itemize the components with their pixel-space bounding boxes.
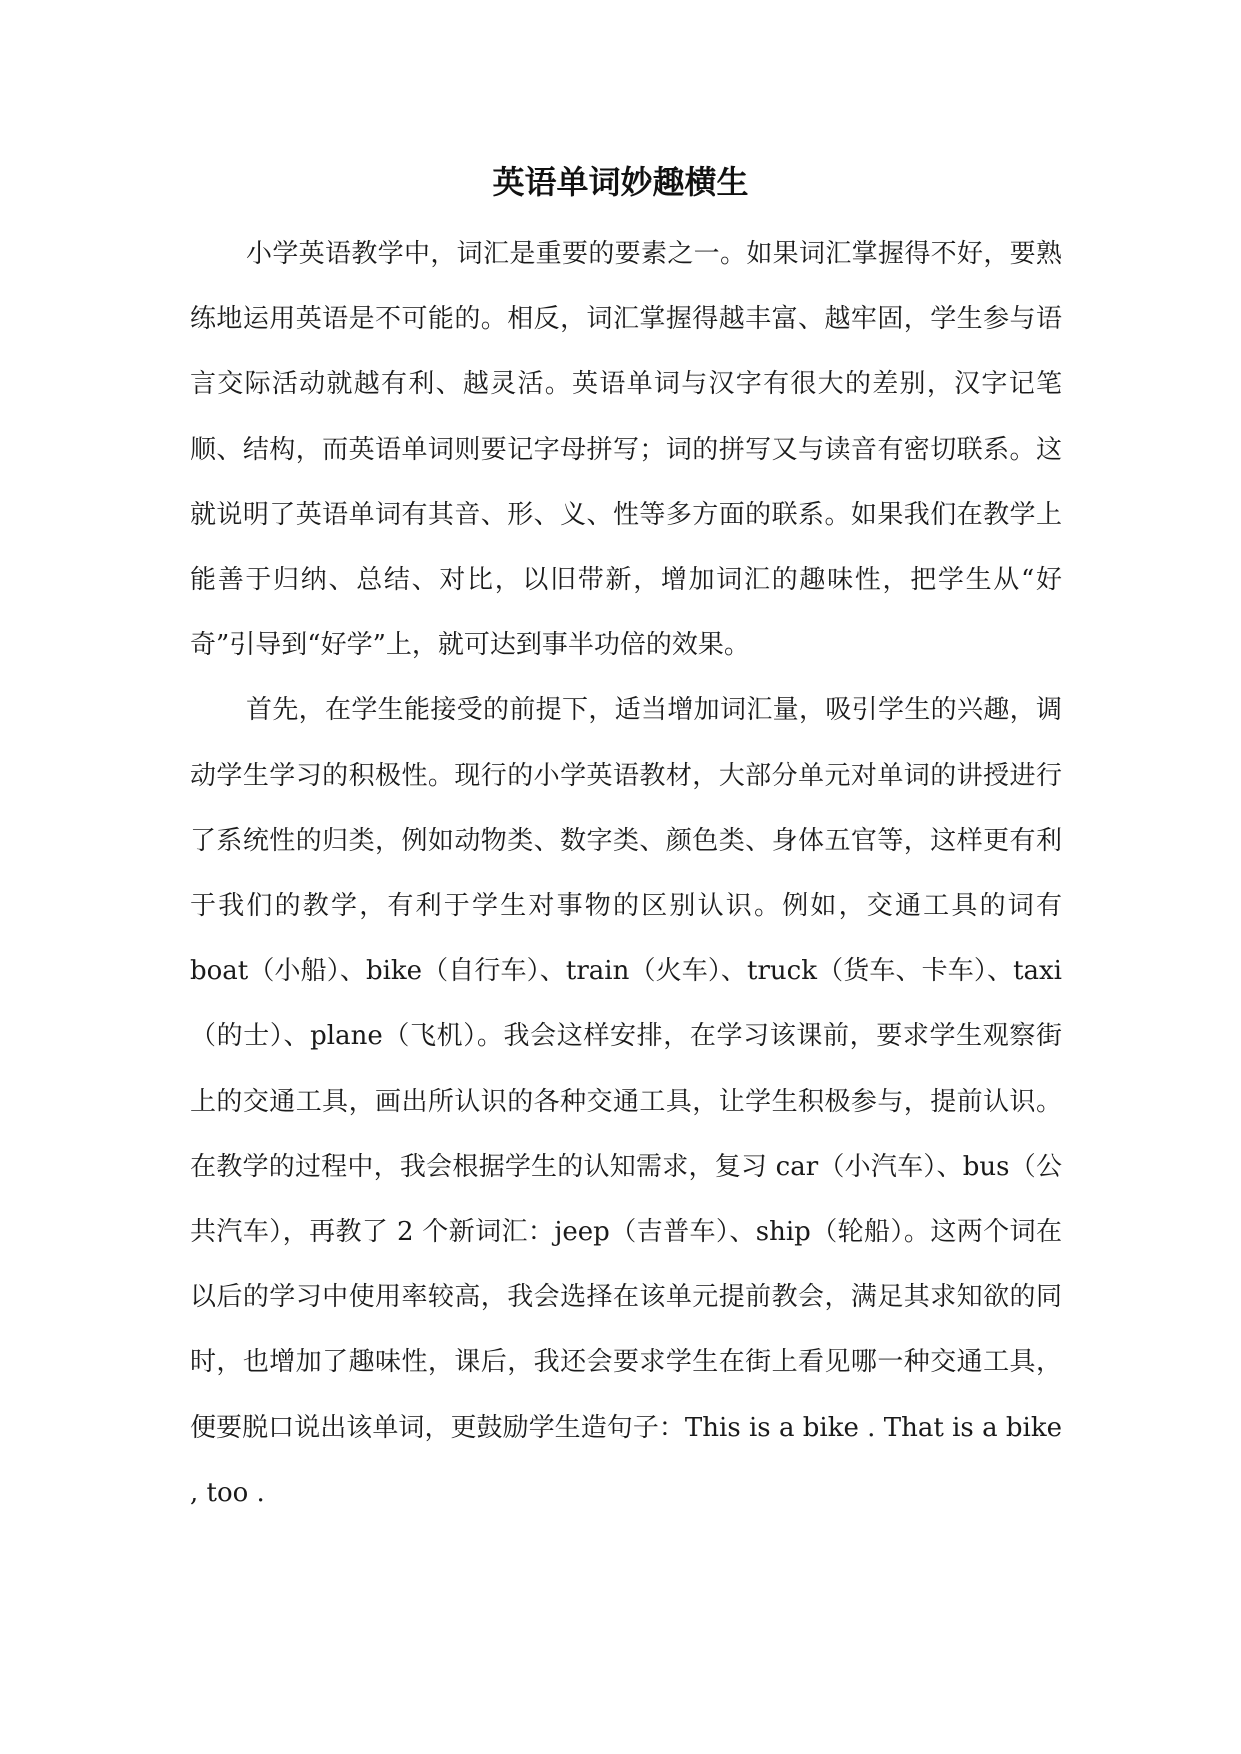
document-title: 英语单词妙趣横生 [492, 163, 749, 201]
paragraph-1: 小学英语教学中，词汇是重要的要素之一。如果词汇掌握得不好，要熟练地运用英语是不可能的。相反，词汇掌握得越丰富、越牢固，学生参与语言交际活动就越有利、越灵活。英语单词与汉字有很大的差别，汉字记笔顺、结构，而英语单词则要记字母拼写；词的拼写又与读音有密切联系。这就说明了英语单词有其音、形、义、性等多方面的联系。如果我们在教学上能善于归纳、总结、对比，以旧带新，增加词汇的趣味性，把学生从“好奇”引导到“好学”上，就可达到事半功倍的效果。 [190, 239, 1062, 661]
paragraph-2: 首先，在学生能接受的前提下，适当增加词汇量，吸引学生的兴趣，调动学生学习的积极性。现行的小学英语教材，大部分单元对单词的讲授进行了系统性的归类，例如动物类、数字类、颜色类、身体五官等，这样更有利于我们的教学，有利于学生对事物的区别认识。例如，交通工具的词有 boat（小船）、bike（自行车）、train（火车）、truck（货车、卡车）、taxi（的士）、plane（飞机）。我会这样安排，在学习该课前，要求学生观察街上的交通工具，画出所认识的各种交通工具，让学生积极参与，提前认识。在教学的过程中，我会根据学生的认知需求，复习 car（小汽车）、bus（公共汽车），再教了 2 个新词汇：jeep（吉普车）、ship（轮船）。这两个词在以后的学习中使用率较高，我会选择在该单元提前教会，满足其求知欲的同时，也增加了趣味性，课后，我还会要求学生在街上看见哪一种交通工具，便要脱口说出该单词，更鼓励学生造句子：This is a bike . That is a bike , too . [190, 695, 1062, 1508]
document-body [190, 222, 1062, 1526]
